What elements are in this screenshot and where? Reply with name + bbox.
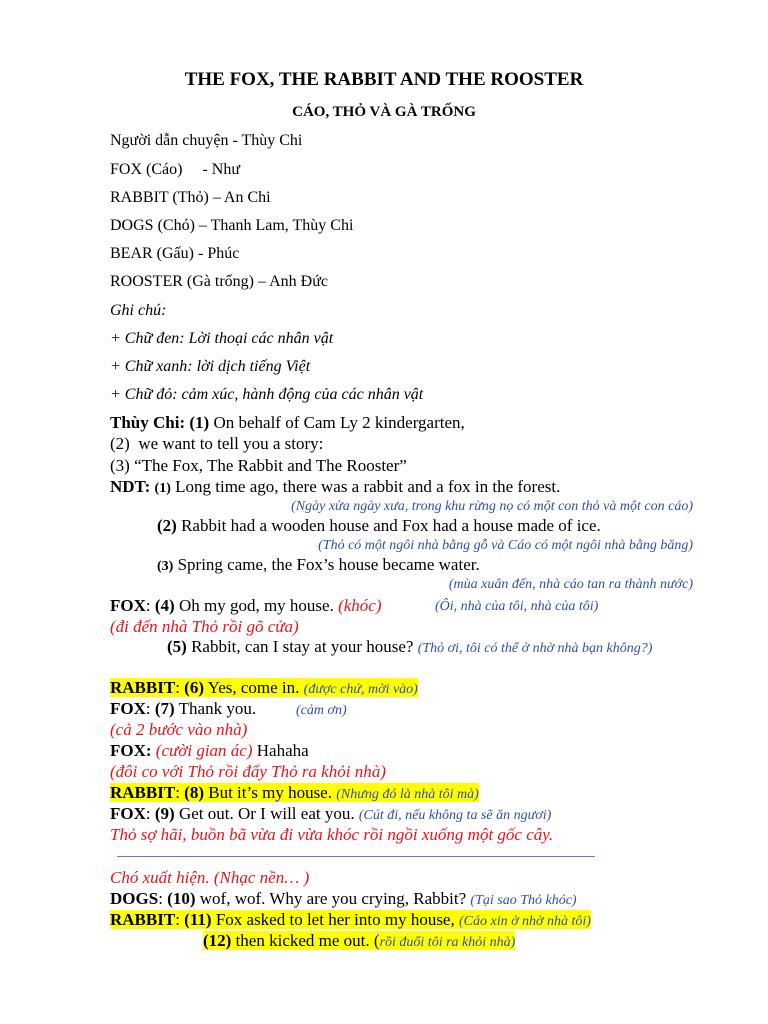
action-cue: (cười gian ác) <box>155 741 253 760</box>
note-black: + Chữ đen: Lời thoại các nhân vật <box>110 330 334 347</box>
translation: rồi đuổi tôi ra khỏi nhà) <box>379 935 516 950</box>
line-number: (1) <box>189 413 210 432</box>
document-subtitle: CÁO, THỎ VÀ GÀ TRỐNG <box>292 104 476 120</box>
line-number: (4) <box>154 596 175 615</box>
script-line-13 <box>110 741 309 761</box>
translation: (Cút đi, nếu không ta sẽ ăn ngươi) <box>358 808 552 823</box>
script-line-5 <box>157 516 601 536</box>
script-line-19: DOGS: (10) wof, wof. Why are you crying, Rabbit? (Tại sao Thỏ khóc) <box>110 889 577 908</box>
translation: (Thỏ ơi, tôi có thể ở nhờ nhà bạn không?) <box>417 641 653 656</box>
script-line-3: (3) “The Fox, The Rabbit and The Rooster” <box>110 456 407 475</box>
translation: (Nhưng đó là nhà tôi mà) <box>336 787 479 802</box>
line-number: (1) <box>154 481 171 496</box>
script-line-20: RABBIT: (11) Fox asked to let her into my house, (Cáo xin ở nhờ nhà tôi) <box>110 910 591 929</box>
translation: (được chứ, mời vào) <box>303 682 418 697</box>
translation-7: (Ôi, nhà của tôi, nhà của tôi) <box>435 599 599 614</box>
translation-6: (mùa xuân đến, nhà cáo tan ra thành nước) <box>448 577 693 592</box>
translation: (Tại sao Thỏ khóc) <box>470 893 577 908</box>
cast-rabbit: RABBIT (Thỏ) – An Chi <box>110 189 271 206</box>
line-number: (12) <box>203 931 232 950</box>
speaker: FOX: <box>110 741 152 760</box>
dialogue: Thank you. <box>174 699 257 718</box>
dialogue: Fox asked to let her into my house, <box>211 910 459 929</box>
section-divider <box>117 856 595 857</box>
line-number: (8) <box>184 783 204 802</box>
document-title: THE FOX, THE RABBIT AND THE ROOSTER <box>184 69 584 90</box>
speaker: DOGS <box>110 889 159 908</box>
script-line-2: (2) we want to tell you a story: <box>110 434 324 453</box>
dialogue: Spring came, the Fox’s house became water. <box>173 555 480 574</box>
speaker: Thùy Chi: <box>110 413 186 432</box>
action-line-18: Chó xuất hiện. (Nhạc nền… ) <box>110 868 310 887</box>
speaker: FOX <box>110 596 146 615</box>
dialogue: Rabbit had a wooden house and Fox had a house made of ice. <box>176 516 601 535</box>
cast-rooster: ROOSTER (Gà trống) – Anh Đức <box>110 273 328 290</box>
translation: (Cáo xin ở nhờ nhà tôi) <box>458 914 591 929</box>
notes-heading: Ghi chú: <box>110 302 167 319</box>
script-line-1 <box>110 413 465 433</box>
line-number: (2) <box>157 516 177 535</box>
translation-4: (Ngày xửa ngày xưa, trong khu rừng nọ có một con thỏ và một con cáo) <box>291 499 693 514</box>
line-number: (7) <box>154 699 175 718</box>
cast-bear: BEAR (Gấu) - Phúc <box>110 245 240 262</box>
action-line-17: Thỏ sợ hãi, buồn bã vừa đi vừa khóc rồi ngồi xuống một gốc cây. <box>110 825 554 844</box>
action-line-12: (cả 2 bước vào nhà) <box>110 720 248 739</box>
script-line-21 <box>203 931 515 953</box>
speaker: RABBIT <box>110 678 176 697</box>
dialogue: Oh my god, my house. <box>174 596 339 615</box>
script-line-16: FOX: (9) Get out. Or I will eat you. (Cút đi, nếu không ta sẽ ăn ngươi) <box>110 804 552 823</box>
script-line-10: RABBIT: (6) Yes, come in. (được chứ, mời vào) <box>110 678 418 697</box>
line-number: (5) <box>167 637 187 656</box>
line-number: (10) <box>167 889 196 908</box>
translation-11: (cảm ơn) <box>296 703 347 718</box>
speaker: FOX <box>110 699 146 718</box>
cast-fox: FOX (Cáo) - Như <box>110 161 240 178</box>
action-line-8: (đi đến nhà Thỏ rồi gõ cửa) <box>110 617 299 636</box>
dialogue: Hahaha <box>252 741 309 760</box>
action-cue: (khóc) <box>338 596 382 615</box>
dialogue: then kicked me out. ( <box>231 931 380 950</box>
line-number: (11) <box>184 910 212 929</box>
note-blue: + Chữ xanh: lời dịch tiếng Việt <box>110 358 311 375</box>
script-line-7: FOX: (4) Oh my god, my house. (khóc) <box>110 596 382 615</box>
dialogue: wof, wof. Why are you crying, Rabbit? <box>195 889 471 908</box>
dialogue: Yes, come in. <box>204 678 304 697</box>
dialogue: On behalf of Cam Ly 2 kindergarten, <box>209 413 465 432</box>
line-number: (9) <box>154 804 175 823</box>
speaker: RABBIT <box>110 783 176 802</box>
dialogue: Rabbit, can I stay at your house? <box>186 637 418 656</box>
cast-narrator: Người dẫn chuyện - Thùy Chi <box>110 132 303 149</box>
line-number: (3) <box>157 559 174 574</box>
script-line-15: RABBIT: (8) But it’s my house. (Nhưng đó là nhà tôi mà) <box>110 783 479 802</box>
action-line-14: (đôi co với Thỏ rồi đẩy Thỏ ra khỏi nhà) <box>110 762 386 781</box>
line-number: (6) <box>184 678 204 697</box>
cast-dogs: DOGS (Chó) – Thanh Lam, Thùy Chi <box>110 217 354 234</box>
speaker: FOX <box>110 804 146 823</box>
speaker: RABBIT <box>110 910 176 929</box>
translation-5: (Thỏ có một ngôi nhà bằng gỗ và Cáo có một ngôi nhà bằng băng) <box>318 538 693 553</box>
script-line-6 <box>157 555 480 577</box>
script-line-4 <box>110 477 560 499</box>
script-line-11: FOX: (7) Thank you. <box>110 699 257 718</box>
dialogue: But it’s my house. <box>204 783 337 802</box>
dialogue: Long time ago, there was a rabbit and a fox in the forest. <box>170 477 561 496</box>
dialogue: Get out. Or I will eat you. <box>174 804 359 823</box>
script-line-9 <box>167 637 652 659</box>
speaker: NDT: <box>110 477 151 496</box>
note-red: + Chữ đỏ: cảm xúc, hành động của các nhân vật <box>110 386 424 403</box>
